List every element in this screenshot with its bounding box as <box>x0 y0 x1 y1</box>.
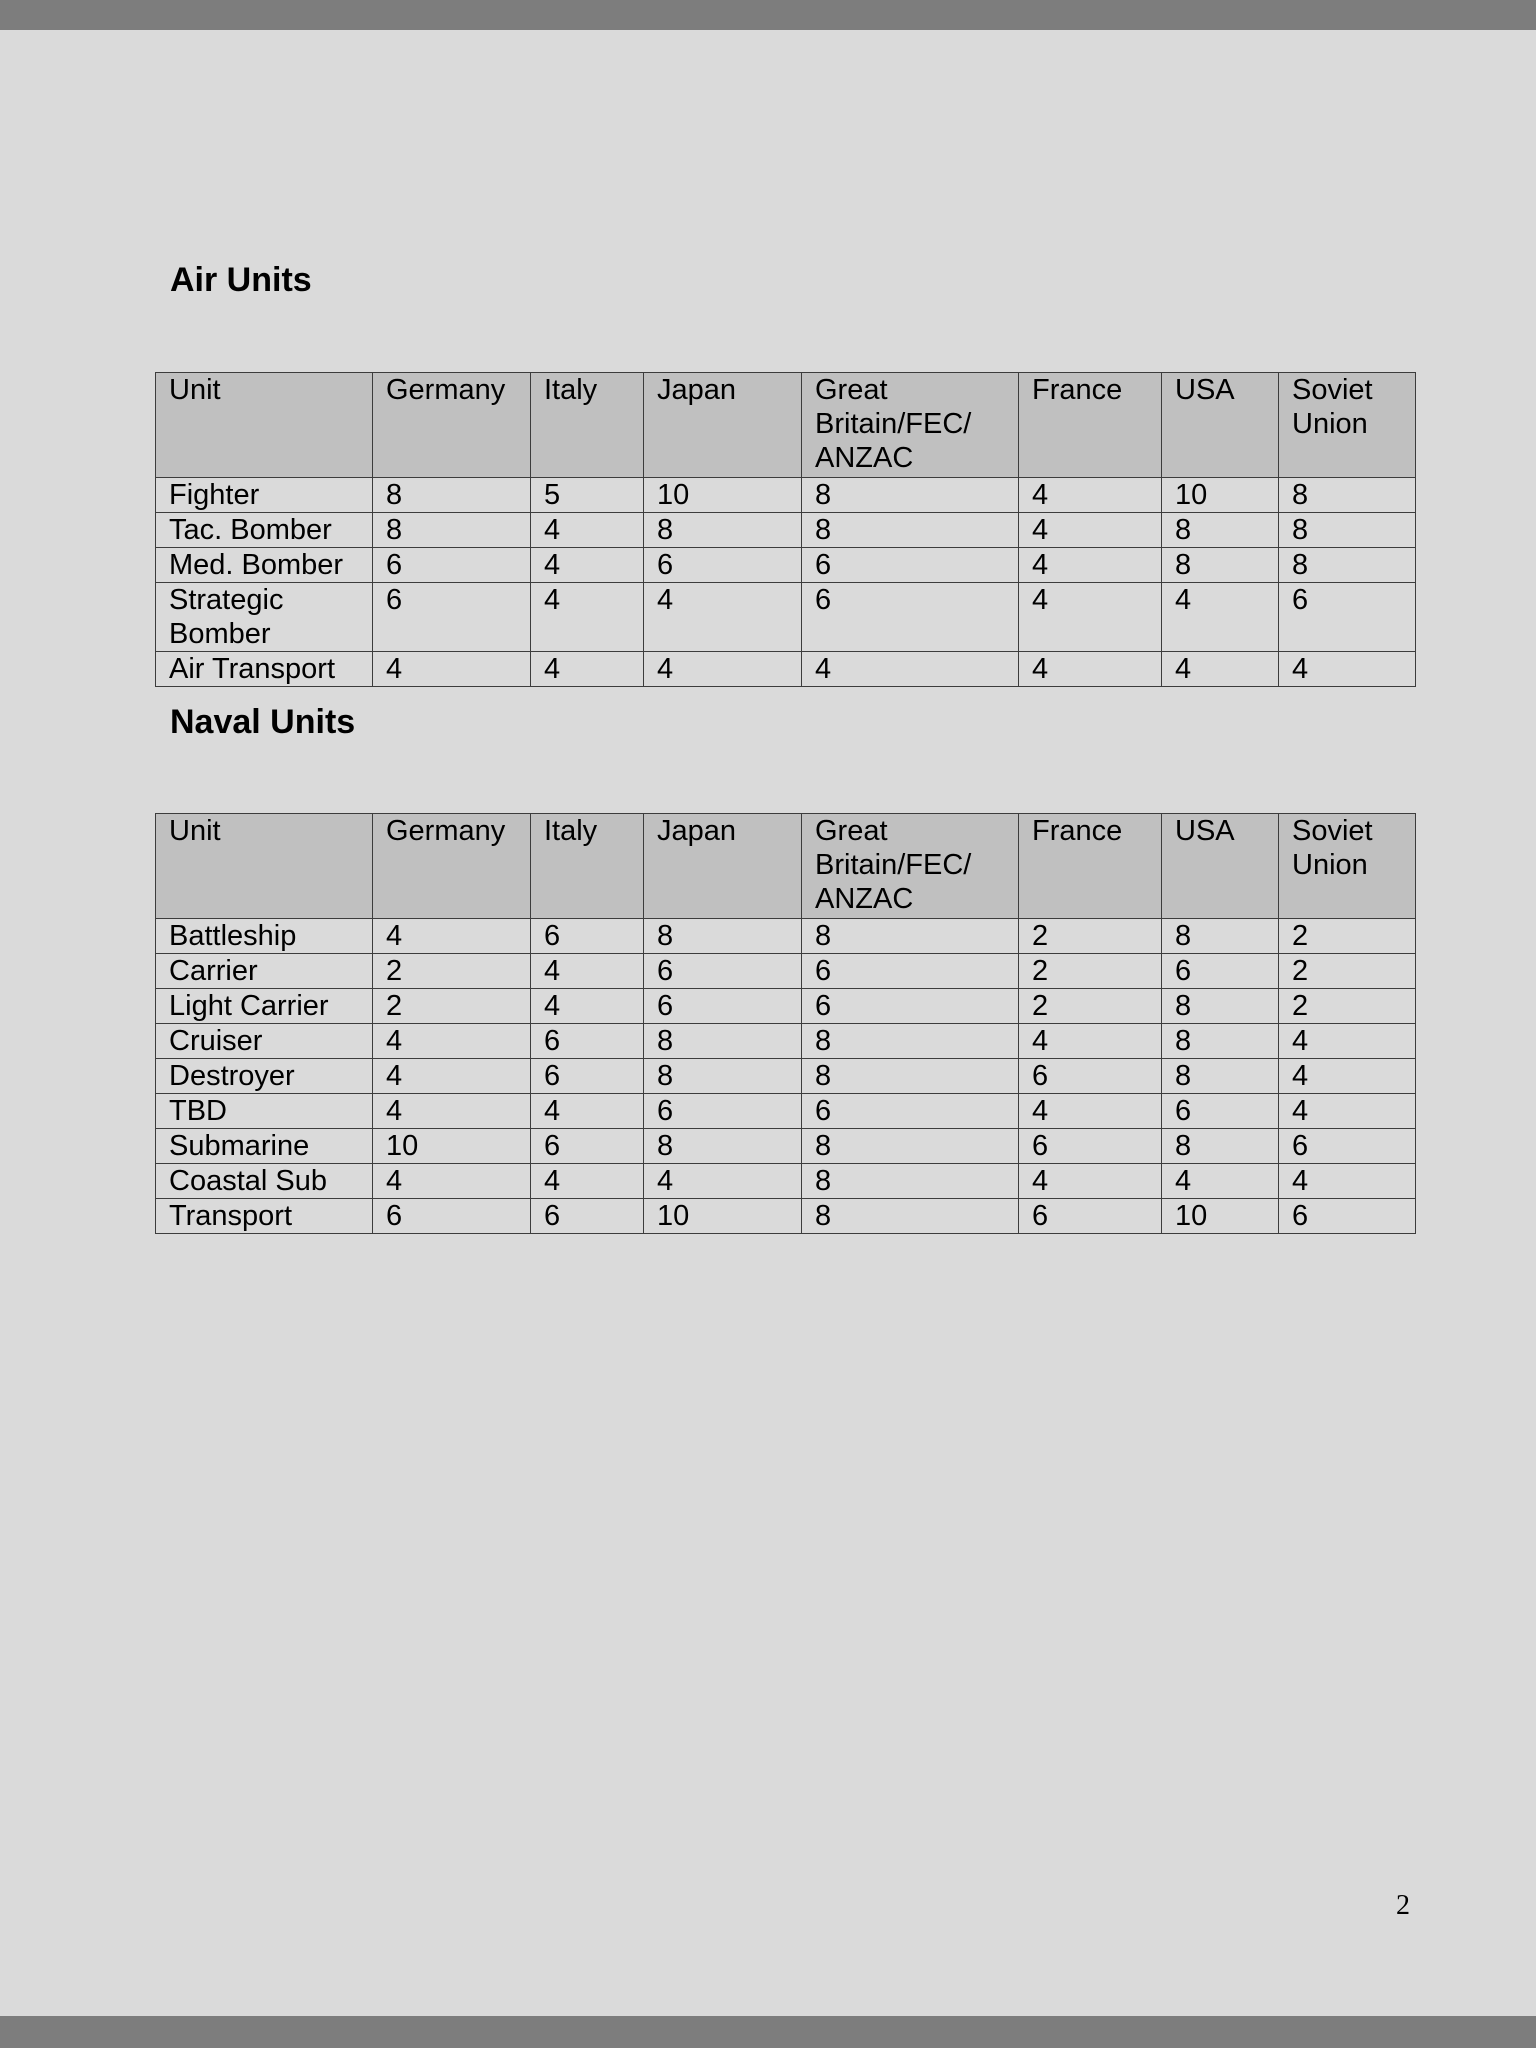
value-cell: 4 <box>1279 652 1416 687</box>
value-cell: 10 <box>373 1129 531 1164</box>
value-cell: 4 <box>373 919 531 954</box>
value-cell: 8 <box>802 1129 1019 1164</box>
value-cell: 8 <box>802 919 1019 954</box>
value-cell: 2 <box>1019 919 1162 954</box>
value-cell: 4 <box>373 1164 531 1199</box>
value-cell: 8 <box>1162 919 1279 954</box>
table-row <box>156 1094 1416 1129</box>
value-cell: 6 <box>802 583 1019 652</box>
value-cell: 8 <box>1162 513 1279 548</box>
value-cell: 2 <box>1279 919 1416 954</box>
column-header: Germany <box>373 373 531 478</box>
value-cell: 8 <box>1279 548 1416 583</box>
value-cell: 6 <box>1279 1129 1416 1164</box>
value-cell: 6 <box>644 548 802 583</box>
value-cell: 4 <box>1019 1024 1162 1059</box>
column-header: Soviet Union <box>1279 814 1416 919</box>
value-cell: 4 <box>373 1059 531 1094</box>
value-cell: 8 <box>373 478 531 513</box>
value-cell: 8 <box>1162 1059 1279 1094</box>
value-cell: 4 <box>1019 652 1162 687</box>
value-cell: 4 <box>644 1164 802 1199</box>
column-header: Germany <box>373 814 531 919</box>
value-cell: 4 <box>531 548 644 583</box>
value-cell: 6 <box>531 1129 644 1164</box>
table-row <box>156 583 1416 652</box>
value-cell: 4 <box>531 583 644 652</box>
value-cell: 2 <box>1279 954 1416 989</box>
value-cell: 4 <box>1162 583 1279 652</box>
value-cell: 8 <box>644 1024 802 1059</box>
value-cell: 4 <box>802 652 1019 687</box>
table-row <box>156 513 1416 548</box>
naval-units-heading: Naval Units <box>170 703 356 741</box>
value-cell: 10 <box>1162 1199 1279 1234</box>
value-cell: 6 <box>531 919 644 954</box>
column-header: Japan <box>644 814 802 919</box>
value-cell: 4 <box>1279 1164 1416 1199</box>
unit-name-cell: Submarine <box>156 1129 373 1164</box>
value-cell: 4 <box>1279 1024 1416 1059</box>
value-cell: 4 <box>373 1024 531 1059</box>
value-cell: 4 <box>531 652 644 687</box>
table-row <box>156 478 1416 513</box>
value-cell: 10 <box>1162 478 1279 513</box>
value-cell: 2 <box>1019 989 1162 1024</box>
value-cell: 8 <box>1279 513 1416 548</box>
value-cell: 4 <box>373 652 531 687</box>
value-cell: 6 <box>531 1199 644 1234</box>
table-row <box>156 1059 1416 1094</box>
value-cell: 2 <box>1279 989 1416 1024</box>
value-cell: 8 <box>644 1059 802 1094</box>
column-header: Unit <box>156 814 373 919</box>
naval-units-table <box>155 813 1416 1234</box>
value-cell: 8 <box>802 1164 1019 1199</box>
value-cell: 6 <box>531 1024 644 1059</box>
table-header-row <box>156 373 1416 478</box>
unit-name-cell: Cruiser <box>156 1024 373 1059</box>
column-header: Italy <box>531 373 644 478</box>
value-cell: 6 <box>802 989 1019 1024</box>
unit-name-cell: TBD <box>156 1094 373 1129</box>
table-row <box>156 1024 1416 1059</box>
value-cell: 4 <box>531 1094 644 1129</box>
air-units-heading: Air Units <box>170 261 312 299</box>
value-cell: 6 <box>644 1094 802 1129</box>
table-row <box>156 1199 1416 1234</box>
unit-name-cell: Transport <box>156 1199 373 1234</box>
table-row <box>156 954 1416 989</box>
page-number: 2 <box>1396 1890 1410 1921</box>
value-cell: 8 <box>1279 478 1416 513</box>
value-cell: 6 <box>1019 1199 1162 1234</box>
unit-name-cell: Carrier <box>156 954 373 989</box>
value-cell: 2 <box>373 954 531 989</box>
column-header: Japan <box>644 373 802 478</box>
value-cell: 6 <box>802 1094 1019 1129</box>
value-cell: 5 <box>531 478 644 513</box>
value-cell: 10 <box>644 478 802 513</box>
value-cell: 6 <box>1279 1199 1416 1234</box>
value-cell: 2 <box>373 989 531 1024</box>
viewer-top-bar <box>0 0 1536 30</box>
air-units-table <box>155 372 1416 687</box>
value-cell: 8 <box>802 1199 1019 1234</box>
value-cell: 8 <box>644 919 802 954</box>
value-cell: 8 <box>802 478 1019 513</box>
value-cell: 4 <box>1279 1094 1416 1129</box>
value-cell: 6 <box>1279 583 1416 652</box>
value-cell: 8 <box>373 513 531 548</box>
column-header: Great Britain/FEC/ ANZAC <box>802 814 1019 919</box>
table-row <box>156 1129 1416 1164</box>
value-cell: 6 <box>644 954 802 989</box>
value-cell: 6 <box>1162 954 1279 989</box>
table-row <box>156 919 1416 954</box>
value-cell: 8 <box>644 513 802 548</box>
table-row <box>156 989 1416 1024</box>
value-cell: 6 <box>1019 1129 1162 1164</box>
column-header: Great Britain/FEC/ ANZAC <box>802 373 1019 478</box>
value-cell: 6 <box>373 583 531 652</box>
value-cell: 4 <box>531 1164 644 1199</box>
value-cell: 6 <box>373 1199 531 1234</box>
column-header: USA <box>1162 373 1279 478</box>
unit-name-cell: Fighter <box>156 478 373 513</box>
column-header: France <box>1019 373 1162 478</box>
value-cell: 4 <box>644 652 802 687</box>
column-header: USA <box>1162 814 1279 919</box>
value-cell: 4 <box>531 954 644 989</box>
column-header: Unit <box>156 373 373 478</box>
value-cell: 8 <box>802 1024 1019 1059</box>
value-cell: 8 <box>1162 989 1279 1024</box>
value-cell: 6 <box>802 954 1019 989</box>
unit-name-cell: Strategic Bomber <box>156 583 373 652</box>
value-cell: 8 <box>1162 548 1279 583</box>
value-cell: 6 <box>802 548 1019 583</box>
value-cell: 6 <box>373 548 531 583</box>
value-cell: 6 <box>644 989 802 1024</box>
unit-name-cell: Battleship <box>156 919 373 954</box>
table-row <box>156 652 1416 687</box>
unit-name-cell: Destroyer <box>156 1059 373 1094</box>
unit-name-cell: Air Transport <box>156 652 373 687</box>
value-cell: 6 <box>1162 1094 1279 1129</box>
value-cell: 8 <box>1162 1129 1279 1164</box>
value-cell: 4 <box>644 583 802 652</box>
value-cell: 4 <box>1019 513 1162 548</box>
value-cell: 8 <box>802 1059 1019 1094</box>
column-header: Soviet Union <box>1279 373 1416 478</box>
value-cell: 4 <box>531 513 644 548</box>
value-cell: 2 <box>1019 954 1162 989</box>
value-cell: 4 <box>1019 1164 1162 1199</box>
value-cell: 4 <box>1019 548 1162 583</box>
value-cell: 4 <box>373 1094 531 1129</box>
unit-name-cell: Coastal Sub <box>156 1164 373 1199</box>
table-header-row <box>156 814 1416 919</box>
column-header: Italy <box>531 814 644 919</box>
value-cell: 10 <box>644 1199 802 1234</box>
value-cell: 4 <box>1279 1059 1416 1094</box>
table-row <box>156 1164 1416 1199</box>
value-cell: 4 <box>1019 478 1162 513</box>
table-row <box>156 548 1416 583</box>
value-cell: 6 <box>1019 1059 1162 1094</box>
value-cell: 4 <box>1162 1164 1279 1199</box>
value-cell: 4 <box>1019 583 1162 652</box>
value-cell: 8 <box>644 1129 802 1164</box>
value-cell: 8 <box>802 513 1019 548</box>
value-cell: 8 <box>1162 1024 1279 1059</box>
value-cell: 6 <box>531 1059 644 1094</box>
value-cell: 4 <box>1019 1094 1162 1129</box>
unit-name-cell: Tac. Bomber <box>156 513 373 548</box>
unit-name-cell: Med. Bomber <box>156 548 373 583</box>
column-header: France <box>1019 814 1162 919</box>
unit-name-cell: Light Carrier <box>156 989 373 1024</box>
value-cell: 4 <box>1162 652 1279 687</box>
viewer-bottom-bar <box>0 2016 1536 2048</box>
value-cell: 4 <box>531 989 644 1024</box>
